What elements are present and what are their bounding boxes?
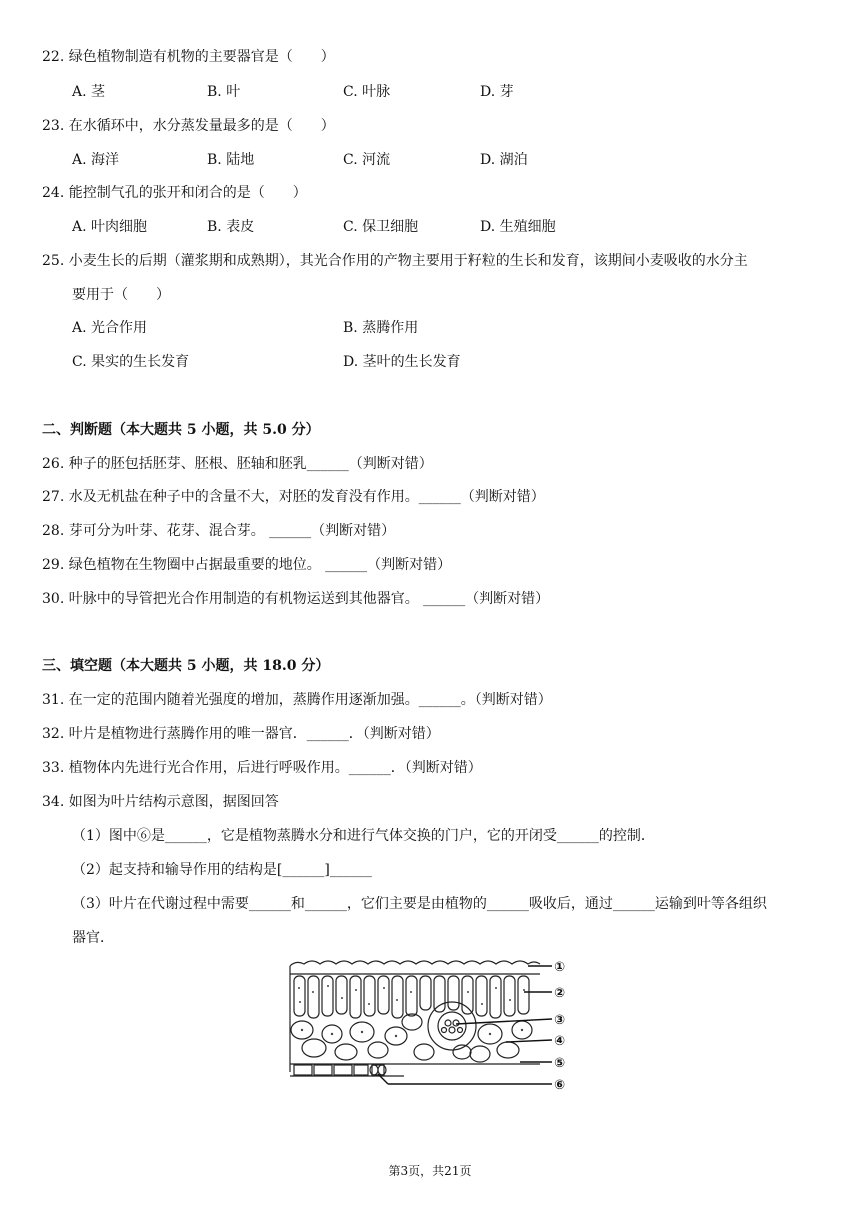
question-25-stem-line1: 25. 小麦生长的后期（灌浆期和成熟期），其光合作用的产物主要用于籽粒的生长和发育，该期间小麦吸收的水分主 [42,253,748,269]
question-34-sub-3-cont: 器官． [72,930,114,946]
section-2-title: 二、判断题（本大题共 5 小题，共 5.0 分） [42,422,320,438]
figure-label-2: ② [554,986,566,1001]
question-32: 32. 叶片是植物进行蒸腾作用的唯一器官．______．（判断对错） [42,726,440,742]
question-22-option-d: D. 芽 [480,84,514,100]
question-22-option-b: B. 叶 [207,84,241,100]
question-24-option-b: B. 表皮 [207,219,255,235]
question-25-option-b: B. 蒸腾作用 [343,320,419,336]
figure-label-3: ③ [554,1013,566,1028]
leaf-structure-diagram [284,952,580,1096]
question-25-option-a: A. 光合作用 [72,320,148,336]
question-22-option-c: C. 叶脉 [343,84,391,100]
question-29: 29. 绿色植物在生物圈中占据最重要的地位。 ______（判断对错） [42,557,452,573]
question-22-stem: 22. 绿色植物制造有机物的主要器官是（ ） [42,49,335,65]
question-23-option-d: D. 湖泊 [480,152,528,168]
question-34-sub-1: （1）图中⑥是______，它是植物蒸腾水分和进行气体交换的门户，它的开闭受______的控制． [72,828,655,844]
section-3-title: 三、填空题（本大题共 5 小题，共 18.0 分） [42,658,330,674]
question-22-option-a: A. 茎 [72,84,106,100]
page-footer: 第3页，共21页 [388,1164,472,1178]
question-23-option-b: B. 陆地 [207,152,255,168]
figure-label-4: ④ [554,1034,566,1049]
question-23-option-a: A. 海洋 [72,152,120,168]
question-34-sub-3: （3）叶片在代谢过程中需要______和______，它们主要是由植物的______吸收后，通过______运输到叶等各组织 [72,896,767,912]
question-23-option-c: C. 河流 [343,152,391,168]
question-30: 30. 叶脉中的导管把光合作用制造的有机物运送到其他器官。 ______（判断对错） [42,591,550,607]
question-33: 33. 植物体内先进行光合作用，后进行呼吸作用。______．（判断对错） [42,760,482,776]
question-23-stem: 23. 在水循环中，水分蒸发量最多的是（ ） [42,118,335,134]
question-24-option-c: C. 保卫细胞 [343,219,419,235]
question-25-stem-line2: 要用于（ ） [72,287,170,303]
question-31: 31. 在一定的范围内随着光强度的增加，蒸腾作用逐渐加强。______。（判断对错） [42,692,552,708]
figure-label-5: ⑤ [554,1056,566,1071]
question-34-stem: 34. 如图为叶片结构示意图，据图回答 [42,794,279,810]
question-28: 28. 芽可分为叶芽、花芽、混合芽。 ______（判断对错） [42,523,396,539]
question-24-option-a: A. 叶肉细胞 [72,219,148,235]
figure-label-6: ⑥ [554,1078,566,1093]
figure-label-1: ① [554,960,566,975]
question-24-option-d: D. 生殖细胞 [480,219,556,235]
question-26: 26. 种子的胚包括胚芽、胚根、胚轴和胚乳______（判断对错） [42,456,433,472]
question-25-option-c: C. 果实的生长发育 [72,354,190,370]
question-25-option-d: D. 茎叶的生长发育 [343,354,461,370]
question-24-stem: 24. 能控制气孔的张开和闭合的是（ ） [42,185,307,201]
question-34-sub-2: （2）起支持和输导作用的结构是[______]______ [72,862,372,878]
question-27: 27. 水及无机盐在种子中的含量不大，对胚的发育没有作用。______（判断对错） [42,489,545,505]
